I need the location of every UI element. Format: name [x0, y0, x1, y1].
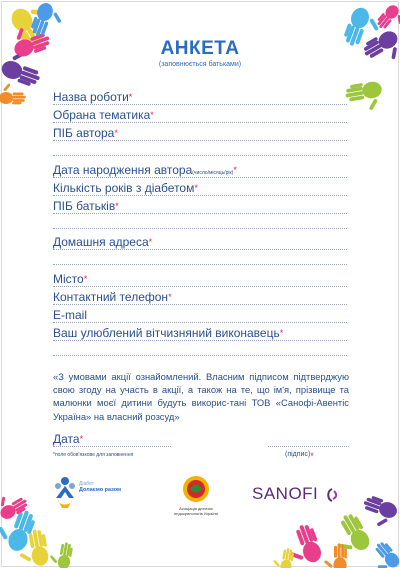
required-mark: *	[115, 201, 119, 211]
field-label: Контактний телефон	[53, 290, 169, 304]
field-work-title[interactable]	[53, 90, 347, 105]
consent-statement: «З умовами акції ознайомлений. Власним підписом підтверджую свою згоду на участь в акції, а також на те, що ім'я, прізвище та малюнки моєї дитини будуть викорис-тані ТОВ «Санофі-Авентіс Україна» на власний розсуд»	[53, 371, 349, 422]
field-label: Дата народження автора	[53, 163, 193, 177]
page-title: АНКЕТА	[160, 38, 240, 59]
field-birth-date[interactable]	[53, 163, 347, 178]
field-favorite-artist[interactable]	[53, 326, 347, 341]
diabetes-label: Діабет	[79, 481, 94, 487]
required-mark: *	[148, 237, 153, 247]
required-mark: *	[310, 451, 314, 461]
sanofi-swirl-icon	[324, 487, 340, 503]
together-logo-icon	[52, 474, 78, 512]
field-topic[interactable]	[53, 108, 347, 123]
required-mark: *	[168, 292, 172, 302]
field-date[interactable]	[53, 432, 171, 447]
required-mark: *	[114, 128, 118, 138]
field-city[interactable]	[53, 272, 347, 287]
association-label: Асоціація дитячих ендокринологів України	[174, 506, 218, 516]
blank-line[interactable]	[53, 228, 347, 229]
together-label: Долаємо разом	[79, 487, 122, 493]
required-mark: *	[279, 328, 284, 338]
page-subtitle: (заповнюється батьками)	[158, 61, 242, 68]
signature-text: (підпис)	[285, 451, 311, 458]
field-label: Місто	[53, 272, 84, 286]
blank-line[interactable]	[53, 264, 347, 265]
field-label: E-mail	[53, 308, 88, 322]
field-email[interactable]	[53, 308, 347, 323]
blank-line[interactable]	[53, 355, 347, 356]
date-label: Дата	[53, 432, 80, 446]
field-label: Обрана тематика	[53, 108, 151, 122]
field-phone[interactable]	[53, 290, 347, 305]
field-label: Назва роботи	[53, 90, 129, 104]
required-mark: *	[83, 274, 88, 284]
field-label: ПІБ батьків	[53, 199, 116, 213]
sanofi-logo	[252, 484, 340, 504]
field-label: Кількість років з діабетом	[53, 181, 195, 195]
field-home-address[interactable]	[53, 235, 347, 250]
field-label: Домашня адреса	[53, 235, 149, 249]
association-emblem-icon	[166, 474, 226, 506]
required-mark: *	[79, 434, 84, 444]
field-label: ПІБ автора	[53, 126, 115, 140]
required-mark: *	[128, 92, 133, 102]
blank-line[interactable]	[53, 155, 347, 156]
field-diabetes-years[interactable]	[53, 181, 347, 196]
sanofi-wordmark: SANOFI	[252, 484, 319, 503]
signature-line[interactable]	[268, 446, 349, 447]
required-mark: *	[233, 165, 237, 175]
diabetes-together-logo	[52, 474, 132, 514]
signature-label	[285, 451, 314, 461]
field-parents-name[interactable]	[53, 199, 347, 214]
required-mark: *	[194, 183, 198, 193]
required-note: *поле обов'язкове для заповнення	[53, 452, 134, 458]
field-hint: (число/місяць/рік)	[192, 170, 234, 176]
field-author-name[interactable]	[53, 126, 347, 141]
association-logo	[166, 474, 226, 516]
required-mark: *	[150, 110, 154, 120]
field-label: Ваш улюблений вітчизняний виконавець	[53, 326, 280, 340]
